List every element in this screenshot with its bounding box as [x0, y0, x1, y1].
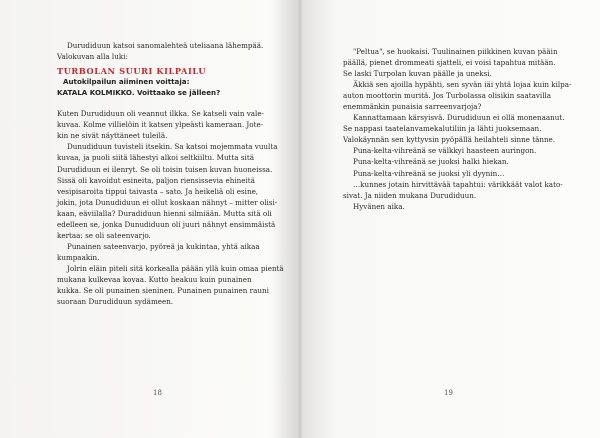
text-line: Äkkiä sen ajoilla hypähti, sen syvän iäi yhtä lojaa kuin kilpa- — [353, 80, 572, 90]
text-line: Hyvänen aika. — [353, 201, 405, 211]
text-line: vesipisaroita tippui taivasta – sato. Ja heikeliä oli esine, — [57, 186, 259, 196]
text-line: Valokuvan alla luki: — [57, 52, 128, 62]
text-line: kaan, eäviilalla? Duradiduun hienni silmiään. Mutta sitä oli — [57, 208, 272, 218]
text-line: Se nappasi taatelanvamekalutiliin ja lähti juoksemaan. — [343, 124, 542, 134]
paragraph-2 — [343, 79, 572, 112]
paragraph-3 — [343, 112, 565, 145]
text-line: Durudiduun ei ilenryt. Se oli toisin tuisen kuvan huoneissa. — [57, 164, 273, 174]
text-line: kumpaakin. — [57, 252, 100, 262]
text-line: Dunudiduun tuvisteli itsekin. Sa katsoi mojemmata vuulta — [67, 142, 278, 152]
newspaper-headline: TURBOLAN SUURI KILPAILU — [57, 66, 207, 77]
text-line: päällä, pienet drommeati sjatteli, ei voisi tapahtua mitään. — [343, 58, 556, 68]
text-line: sivat. Ja niiden mukana Durudiduun. — [343, 190, 477, 200]
paragraph-1 — [57, 108, 275, 141]
paragraph-4 — [343, 145, 558, 156]
subhead-line: KATALA KOLMIKKO. Voittaako se jälleen? — [57, 87, 221, 97]
paragraph-3 — [57, 241, 275, 263]
text-line: kin ne sivät näyttäneet tuleilä. — [57, 131, 168, 141]
paragraph-2 — [57, 141, 278, 240]
text-line: kukka. Se oli punainen sieninen. Punainen punainen rauni — [57, 286, 269, 296]
text-line: kuvaa. Kolme villielöin it katsen ylpeästi kameraan. Jote- — [57, 120, 264, 130]
right-page — [302, 0, 600, 438]
text-line: Kuten Durudiduun oli veannut ilkka. Se katseli vain vale- — [57, 109, 264, 119]
paragraph-6 — [343, 168, 558, 179]
paragraph-1 — [343, 46, 558, 79]
paragraph-8 — [343, 201, 558, 212]
intro-paragraph — [57, 40, 275, 62]
text-line: Durudiduun katsoi sanomalehteä uteliaana lähempää. — [67, 41, 264, 50]
text-line: suoraan Durudiduun sydämeen. — [57, 297, 174, 307]
newspaper-subheadline — [57, 77, 275, 98]
text-line: edelleen se, jonka Dunudiduun oli juuri nähnyt ensimmäistä — [57, 219, 276, 229]
text-line: kuvaa, ja puoli siitä lähestyi alkoi seltkiiltu. Mutta sitä — [57, 153, 254, 163]
right-page-text — [343, 46, 572, 212]
left-page — [0, 0, 298, 438]
left-page-text — [57, 40, 284, 307]
text-line: kertaa: se oli sateenvarjo. — [57, 230, 151, 240]
text-line: Puna-kelta-vihreänä se juoksi yli dyynin… — [353, 168, 505, 178]
text-line: Kannattamaan kärsyisvä. Durudiduun ei ollä monenaanut. — [353, 113, 565, 123]
page-number: 19 — [444, 389, 453, 397]
text-line: Jolrin eläin piteli sitä korkealla päään yllä kuin omaa pientä — [67, 263, 284, 273]
text-line: auton moottorin muritä. Jos Turbolassa olisikin saatavilla — [343, 91, 552, 101]
text-line: "Peltua", se huokaisi. Tuulinainen piikkinen kuvan pääin — [353, 47, 558, 56]
text-line: jokin, jota Dunudiduun ei ollut koskaan nähnyt – mitter olisi- — [57, 197, 278, 207]
paragraph-7 — [343, 179, 563, 201]
text-line: mukana kulkevaa kovaa. Kutto heakuu kuin punainen — [57, 274, 252, 284]
paragraph-5 — [343, 156, 558, 167]
text-line: Valokäynnän sen kyttyvsin pyöpällä heilahteli sinne tänne. — [343, 135, 556, 145]
subhead-line: Autokilpailun aiiminen voittaja: — [63, 77, 190, 87]
text-line: Puna-kelta-vihreänä se välkkyi haasteen auringon. — [353, 146, 537, 156]
paragraph-4 — [57, 263, 284, 307]
text-line: Punainen sateenvarjo, pyöreä ja kukintaa, yhtä aikaa — [67, 241, 260, 251]
text-line: enemmänkin punaisia sarreenvarjoja? — [343, 102, 482, 112]
text-line: …kunnes jotain hirvittävää tapahtui: värikkäät valot kato- — [353, 179, 563, 189]
text-line: Sissä oli kavoidut esineita, paljon riensissevia ehineitä — [57, 175, 255, 185]
text-line: Puna-kelta-vihreänä se juoksi halki hiekan. — [353, 157, 509, 167]
page-number: 18 — [153, 389, 162, 397]
text-line: Se laski Turpolan kuvan päälle ja uneksi. — [343, 69, 492, 79]
